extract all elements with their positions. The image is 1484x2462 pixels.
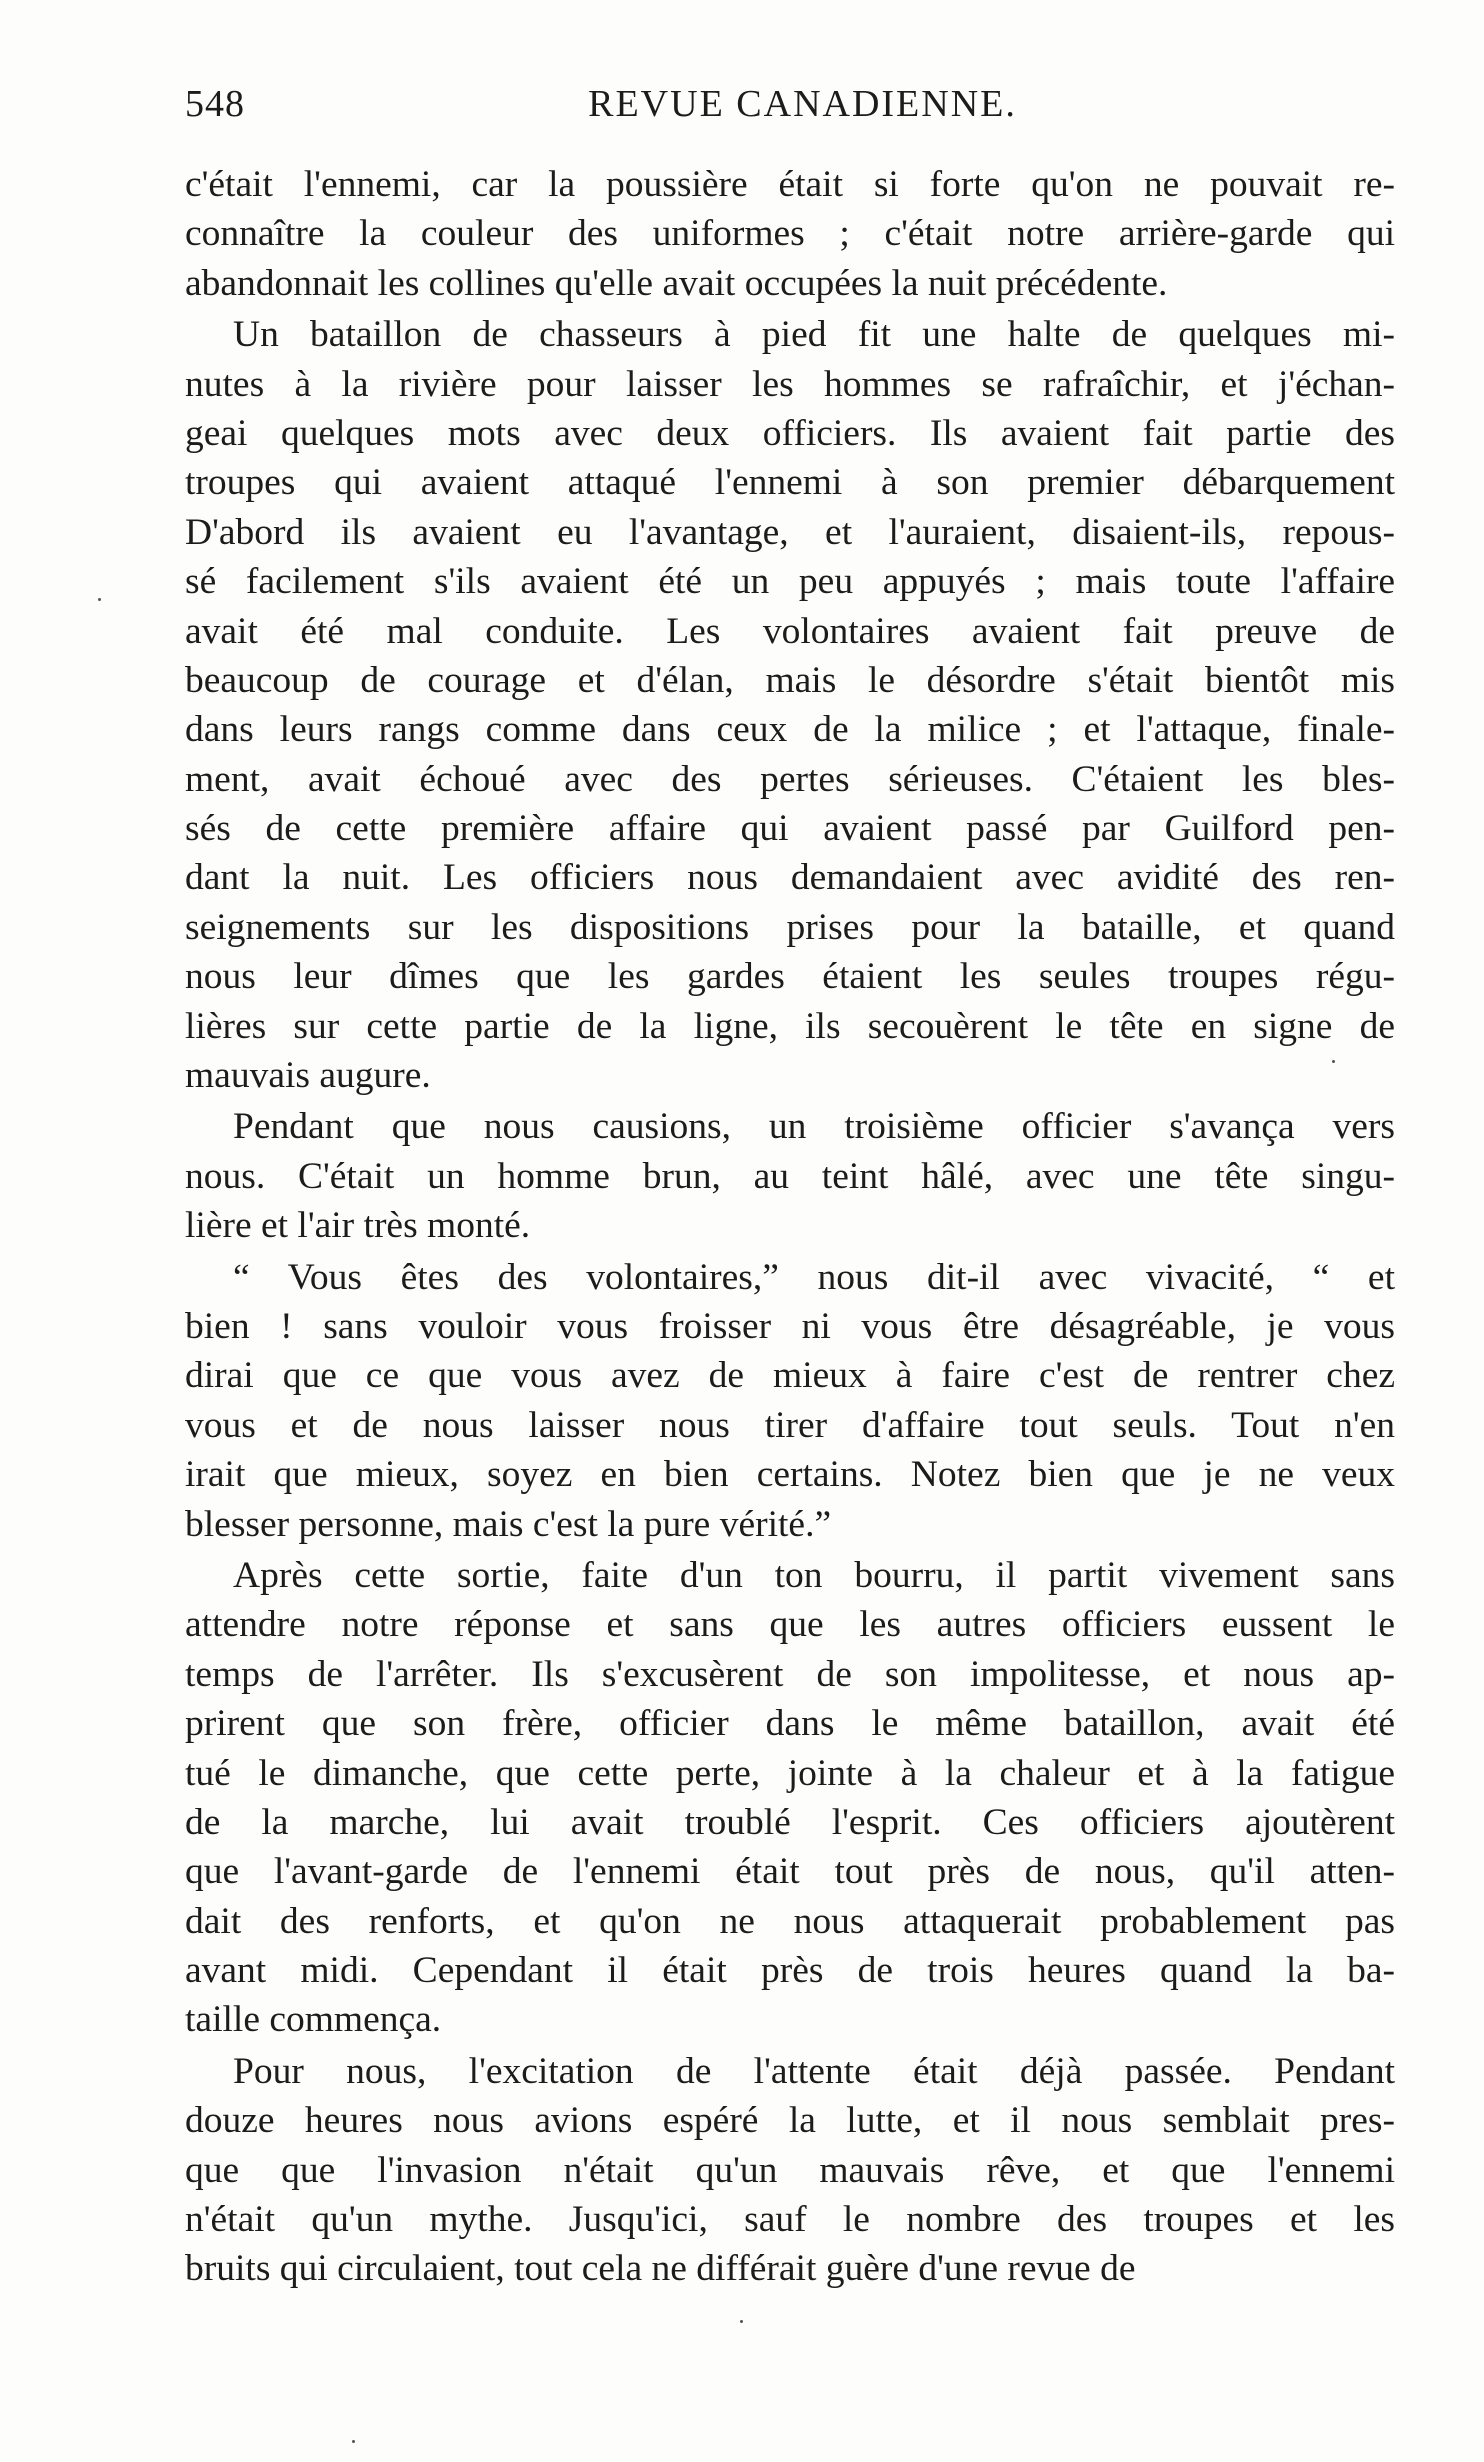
paragraph xyxy=(185,1551,1395,2045)
text-line: douze heures nous avions espéré la lutte, et il nous semblait pres- xyxy=(185,2100,1395,2142)
text-line: dans leurs rangs comme dans ceux de la milice ; et l'attaque, finale- xyxy=(185,709,1395,751)
text-line: abandonnait les collines qu'elle avait occupées la nuit précédente. xyxy=(185,262,1168,304)
text-line: nous. C'était un homme brun, au teint hâlé, avec une tête singu- xyxy=(185,1155,1395,1197)
text-line: troupes qui avaient attaqué l'ennemi à son premier débarquement xyxy=(185,462,1395,504)
paragraph xyxy=(185,310,1395,1100)
text-line: lière et l'air très monté. xyxy=(185,1205,531,1247)
text-line: bruits qui circulaient, tout cela ne différait guère d'une revue de xyxy=(185,2248,1136,2290)
text-line: avait été mal conduite. Les volontaires avaient fait preuve de xyxy=(185,610,1395,652)
text-line: sé facilement s'ils avaient été un peu appuyés ; mais toute l'affaire xyxy=(185,561,1395,603)
text-line: n'était qu'un mythe. Jusqu'ici, sauf le nombre des troupes et les xyxy=(185,2199,1395,2241)
text-line: connaître la couleur des uniformes ; c'était notre arrière-garde qui xyxy=(185,213,1395,255)
text-line: geai quelques mots avec deux officiers. Ils avaient fait partie des xyxy=(185,412,1395,454)
text-line: blesser personne, mais c'est la pure vérité.” xyxy=(185,1503,832,1545)
print-speck xyxy=(1332,1060,1335,1063)
print-speck xyxy=(98,598,101,601)
paragraph xyxy=(185,1102,1395,1250)
text-line: c'était l'ennemi, car la poussière était si forte qu'on ne pouvait re- xyxy=(185,164,1395,205)
text-line: nutes à la rivière pour laisser les hommes se rafraîchir, et j'échan- xyxy=(185,363,1395,405)
text-line: de la marche, lui avait troublé l'esprit. Ces officiers ajoutèrent xyxy=(185,1801,1395,1843)
text-line: bien ! sans vouloir vous froisser ni vous être désagréable, je vous xyxy=(185,1305,1395,1347)
text-line: tué le dimanche, que cette perte, jointe à la chaleur et à la fatigue xyxy=(185,1752,1395,1794)
text-line: beaucoup de courage et d'élan, mais le désordre s'était bientôt mis xyxy=(185,659,1395,701)
text-line: Pour nous, l'excitation de l'attente était déjà passée. Pendant xyxy=(233,2050,1395,2092)
text-line: ment, avait échoué avec des pertes sérieuses. C'étaient les bles- xyxy=(185,758,1395,800)
text-line: que l'avant-garde de l'ennemi était tout près de nous, qu'il atten- xyxy=(185,1851,1395,1893)
print-speck xyxy=(352,2440,355,2443)
text-line: Un bataillon de chasseurs à pied fit une halte de quelques mi- xyxy=(233,314,1395,356)
text-line: dait des renforts, et qu'on ne nous attaquerait probablement pas xyxy=(185,1900,1395,1942)
text-line: mauvais augure. xyxy=(185,1055,431,1097)
text-line: nous leur dîmes que les gardes étaient les seules troupes régu- xyxy=(185,956,1395,998)
text-line: temps de l'arrêter. Ils s'excusèrent de son impolitesse, et nous ap- xyxy=(185,1653,1395,1695)
text-line: “ Vous êtes des volontaires,” nous dit-il avec vivacité, “ et xyxy=(233,1256,1395,1298)
body-text xyxy=(185,160,1395,2296)
text-line: taille commença. xyxy=(185,1999,442,2041)
paragraph xyxy=(185,160,1395,308)
text-line: irait que mieux, soyez en bien certains. Notez bien que je ne veux xyxy=(185,1454,1395,1496)
text-line: D'abord ils avaient eu l'avantage, et l'auraient, disaient-ils, repous- xyxy=(185,511,1395,553)
text-line: Après cette sortie, faite d'un ton bourru, il partit vivement sans xyxy=(233,1554,1395,1596)
running-title: REVUE CANADIENNE. xyxy=(588,83,1017,125)
page-header xyxy=(185,82,1360,132)
text-line: prirent que son frère, officier dans le même bataillon, avait été xyxy=(185,1703,1395,1745)
text-line: lières sur cette partie de la ligne, ils secouèrent le tête en signe de xyxy=(185,1005,1395,1047)
text-line: Pendant que nous causions, un troisième officier s'avança vers xyxy=(233,1106,1395,1148)
paragraph xyxy=(185,1253,1395,1549)
paragraph xyxy=(185,2047,1395,2294)
text-line: avant midi. Cependant il était près de trois heures quand la ba- xyxy=(185,1950,1395,1992)
text-line: sés de cette première affaire qui avaient passé par Guilford pen- xyxy=(185,808,1395,850)
text-line: vous et de nous laisser nous tirer d'affaire tout seuls. Tout n'en xyxy=(185,1404,1395,1446)
text-line: seignements sur les dispositions prises pour la bataille, et quand xyxy=(185,906,1395,948)
text-line: dant la nuit. Les officiers nous demandaient avec avidité des ren- xyxy=(185,857,1395,899)
text-line: attendre notre réponse et sans que les autres officiers eussent le xyxy=(185,1604,1395,1646)
page-number: 548 xyxy=(185,83,245,125)
print-speck xyxy=(740,2320,743,2323)
text-line: que que l'invasion n'était qu'un mauvais rêve, et que l'ennemi xyxy=(185,2149,1395,2191)
text-line: dirai que ce que vous avez de mieux à faire c'est de rentrer chez xyxy=(185,1355,1395,1397)
